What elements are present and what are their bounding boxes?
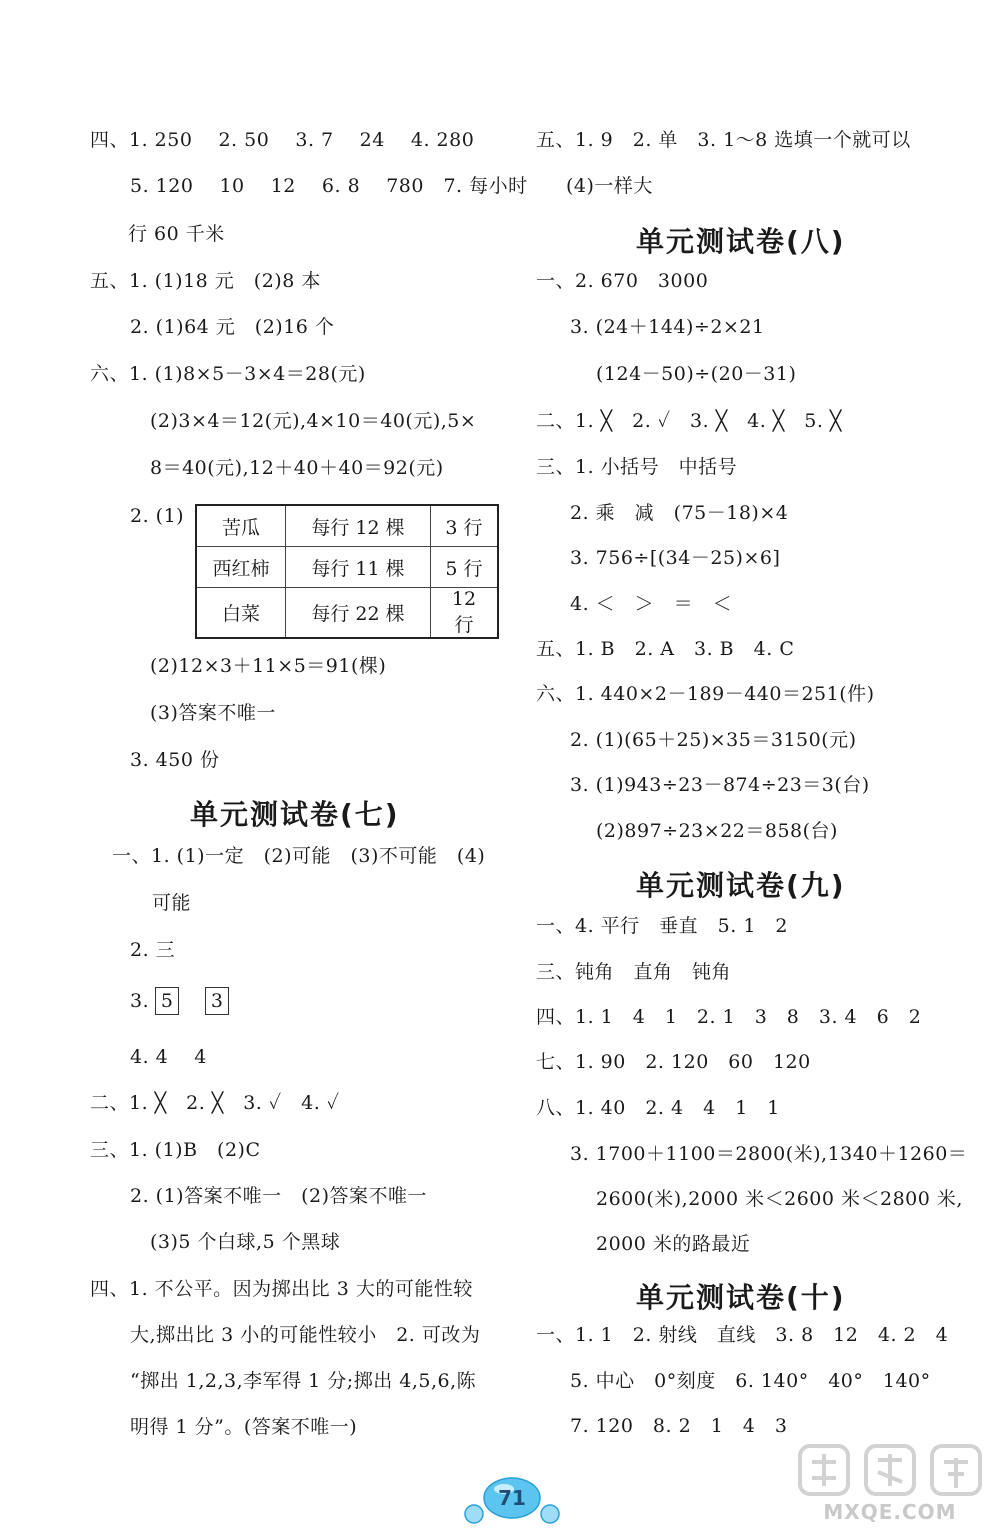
answer-line: 一、2. 670 3000 [536,270,709,292]
page-number: 71 [498,1486,526,1510]
answer-line: 3. 756÷[(34－25)×6] [570,547,781,569]
watermark-text: MXQE.COM [823,1500,957,1524]
answer-line: 2. (1) [130,505,185,527]
answer-line: 一、1. (1)一定 (2)可能 (3)不可能 (4) [112,845,486,867]
answer-line: 7. 120 8. 2 1 4 3 [570,1415,788,1437]
answer-line: 明得 1 分”。(答案不唯一) [130,1416,358,1438]
answer-line: 2. 三 [130,939,176,961]
answer-line: (3)5 个白球,5 个黑球 [150,1231,341,1253]
answer-line: 5. 中心 0°刻度 6. 140° 40° 140° [570,1370,931,1392]
answer-line: 2. (1)(65＋25)×35＝3150(元) [570,729,857,751]
table-row [196,588,498,639]
watermark [790,1440,990,1530]
section-heading: 单元测试卷(九) [636,869,846,902]
answer-line: 2000 米的路最近 [596,1233,751,1255]
answer-line: 四、1. 1 4 1 2. 1 3 8 3. 4 6 2 [536,1006,922,1028]
answer-line: 2. (1)答案不唯一 (2)答案不唯一 [130,1185,427,1207]
answer-line: 3. (1)943÷23－874÷23＝3(台) [570,774,870,796]
answer-line: 4. 4 4 [130,1046,207,1068]
answer-line: (3)答案不唯一 [150,702,276,724]
answer-line: (2)3×4＝12(元),4×10＝40(元),5× [150,410,477,432]
answer-line: 二、1. ╳ 2. ╳ 3. ✓ 4. ✓ [90,1092,340,1114]
answer-line: 三、1. (1)B (2)C [90,1139,261,1161]
answer-line [130,987,229,1015]
answer-line: 三、钝角 直角 钝角 [536,961,732,983]
answer-line: 一、4. 平行 垂直 5. 1 2 [536,915,789,937]
answer-line: (124－50)÷(20－31) [596,363,797,385]
answer-line: (4)一样大 [566,175,653,197]
answer-line: “掷出 1,2,3,李军得 1 分;掷出 4,5,6,陈 [130,1370,477,1392]
table-row [196,505,498,547]
answer-line: 3. 450 份 [130,749,220,771]
boxed-answer: 3 [205,987,229,1015]
boxed-answer: 5 [155,987,179,1015]
answer-line: 五、1. (1)18 元 (2)8 本 [90,270,321,292]
section-heading: 单元测试卷(八) [636,225,846,258]
answer-line: 大,掷出比 3 小的可能性较小 2. 可改为 [130,1324,481,1346]
answer-line: 2600(米),2000 米＜2600 米＜2800 米, [596,1188,963,1210]
table-row [196,547,498,588]
answer-line: 8＝40(元),12＋40＋40＝92(元) [150,457,444,479]
answer-line: 3. (24＋144)÷2×21 [570,316,765,338]
table-cell: 5 行 [431,547,499,588]
answer-line: 四、1. 不公平。因为掷出比 3 大的可能性较 [90,1278,473,1300]
answer-label: 3. [130,990,150,1012]
watermark-logo-icon [790,1440,990,1502]
answer-line: 五、1. 9 2. 单 3. 1～8 选填一个就可以 [536,129,911,151]
table-cell: 12 行 [431,588,499,639]
answer-line: 2. 乘 减 (75－18)×4 [570,502,789,524]
answer-line: 2. (1)64 元 (2)16 个 [130,316,335,338]
answer-line: 5. 120 10 12 6. 8 780 7. 每小时 [130,175,528,197]
section-heading: 单元测试卷(十) [636,1281,846,1314]
answer-line: (2)12×3＋11×5＝91(棵) [150,655,387,677]
answer-line: 八、1. 40 2. 4 4 1 1 [536,1097,780,1119]
answer-line: 二、1. ╳ 2. ✓ 3. ╳ 4. ╳ 5. ╳ [536,410,842,432]
answer-line: 五、1. B 2. A 3. B 4. C [536,638,795,660]
answer-line: 可能 [152,892,192,914]
answer-line: 一、1. 1 2. 射线 直线 3. 8 12 4. 2 4 [536,1324,949,1346]
vegetable-table [195,504,499,639]
section-heading: 单元测试卷(七) [190,798,400,831]
answer-line: 六、1. (1)8×5－3×4＝28(元) [90,363,366,385]
answer-line: 三、1. 小括号 中括号 [536,456,738,478]
answer-line: 4. ＜ ＞ ＝ ＜ [570,593,733,615]
table-cell: 苦瓜 [196,505,286,547]
answer-line: 七、1. 90 2. 120 60 120 [536,1051,811,1073]
table-cell: 每行 12 棵 [286,505,431,547]
table-cell: 每行 22 棵 [286,588,431,639]
answer-line: 四、1. 250 2. 50 3. 7 24 4. 280 [90,129,475,151]
table-cell: 3 行 [431,505,499,547]
table-cell: 每行 11 棵 [286,547,431,588]
answer-line: 3. 1700＋1100＝2800(米),1340＋1260＝ [570,1143,968,1165]
page-number-badge [456,1472,568,1528]
answer-line: 行 60 千米 [128,223,225,245]
table-cell: 西红柿 [196,547,286,588]
answer-line: 六、1. 440×2－189－440＝251(件) [536,683,875,705]
answer-line: (2)897÷23×22＝858(台) [596,820,838,842]
table-cell: 白菜 [196,588,286,639]
